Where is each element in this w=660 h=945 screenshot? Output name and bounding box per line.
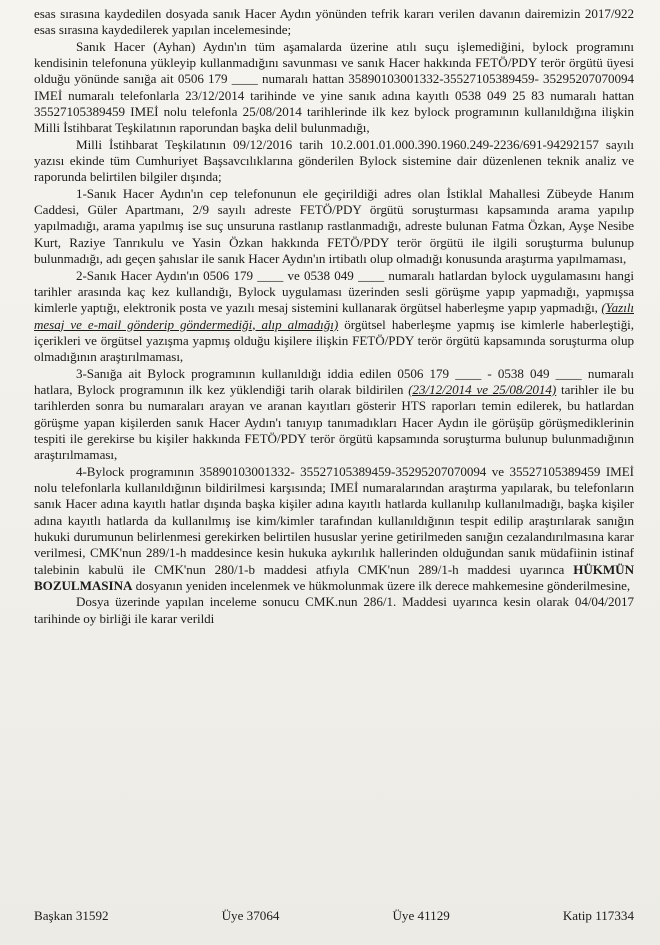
item-2-text-start: 2-Sanık Hacer Aydın'ın 0506 179 ____ ve 0538 049 ____ numaralı hatlardan bylock uygulamasını hangi tarihler arasında kaç kez kullandığı, Bylock uygulaması üzerinden sesli görüşme yapıp yapmadığı, yapmışsa kimlerle yaptığı, elektronik posta ve yazılı mesaj sistemini kullanarak örgütsel haberleşme yapıp yapmadığı, (34, 267, 634, 316)
signature-row (34, 908, 634, 924)
item-3-text-start: 3-Sanığa ait Bylock programının kullanıldığı iddia edilen 0506 179 ____ - 0538 049 ____ numaralı hatlara, Bylock programının ilk kez yüklendiği tarih olarak bildirilen (34, 365, 634, 397)
paragraph-defense: Sanık Hacer (Ayhan) Aydın'ın tüm aşamalarda üzerine atılı suçu işlemediğini, bylock programını kendisinin telefonuna yükleyip kullanmadığını savunması ve sanık Hacer hakkında FETÖ/PDY terör örgütü üyesi olduğu yönünde sanığa ait 0506 179 ____ numaralı hattan 35890103001332-35527105389459- 35295207070094 IMEİ numaralı telefonlarla 23/12/2014 tarihinde ve yine sanık adına kayıtlı 0538 049 25 83 numaralı hattan 35527105389459 IMEİ nolu telefonla 25/08/2014 tarihlerinde ilk kez bylock programının kullanıldığına ilişkin Milli İstihbarat Teşkilatının raporundan başka delil bulunmadığı, (34, 38, 634, 136)
item-3-underlined-dates: (23/12/2014 ve 25/08/2014) (408, 381, 557, 397)
item-3-text-end: tarihler ile bu tarihlerden sonra bu numaraları arayan ve aranan kayıtları gösterir HTS raporları temin edilerek, bu hatlardan görüşme yapan kişilerden sanık Hacer Aydın'ı tanıyıp tanımadıkları Hacer Aydın ile görüşüp görüşmediklerinin tespiti ile gerekirse bu kişiler hakkında FETÖ/PDY terör örgütü kapsamında soruşturma bulunup bulunmadığının araştırılmaması, (34, 381, 634, 463)
signature-katip: Katip 117334 (562, 908, 634, 923)
paragraph-item-1: 1-Sanık Hacer Aydın'ın cep telefonunun ele geçirildiği adres olan İstiklal Mahallesi Zübeyde Hanım Caddesi, Güler Apartmanı, 2/9 sayılı adreste FETÖ/PDY örgütü soruşturması kapsamında arama yapılıp yapılmadığı, arama yapılmış ise suç unsuruna rastlanıp rastlanmadığı, adreste bulunan Fatma Özkan, Ayşe Nesibe Kurt, Raziye Tanrıkulu ve Yasin Özkan hakkında FETÖ/PDY terör örgütü ile ilgili soruşturma bulunup bulunmadığı, adı geçen şahıslar ile sanık Hacer Aydın'ın irtibatlı olup olmadığı konusunda araştırma yapılmaması, (34, 185, 634, 267)
paragraph-item-3 (34, 366, 634, 464)
signature-uye-1: Üye 37064 (221, 908, 280, 923)
document-body (34, 6, 634, 627)
paragraph-item-2 (34, 268, 634, 366)
paragraph-item-4 (34, 464, 634, 595)
paragraph-closing: Dosya üzerinde yapılan inceleme sonucu CMK.nun 286/1. Maddesi uyarınca kesin olarak 04/04/2017 tarihinde oy birliği ile karar verildi (34, 594, 634, 626)
item-4-text-start: 4-Bylock programının 35890103001332- 35527105389459-35295207070094 ve 35527105389459 IMEİ nolu telefonlarla kullanıldığının bildirilmesi karşısında; IMEİ numaralarından araştırma yapılarak, bu telefonların sanık Hacer adına kayıtlı hatlar dışında başka kişiler adına kayıtlı hatlarda kullanılıp kullanılmadığı, başka kişiler adına kayıtlı hatlarda da kullanılmış ise kim/kimler tarafından kullanıldığının tespit edilip araştırılarak sanığın hukuki durumunun belirlenmesi gerekirken belirtilen hususlar yerine getirilmeden sanığın cezalandırılmasına karar verilmesi, CMK'nun 289/1-h maddesince kesin hukuka aykırılık hallerinden olduğundan sanık müdafiinin istinaf talebinin kabulü ile CMK'nun 280/1-b maddesi atfıyla CMK'nun 289/1-h maddesi uyarınca (34, 463, 634, 577)
signature-baskan: Başkan 31592 (34, 908, 109, 923)
paragraph-intro: esas sırasına kaydedilen dosyada sanık Hacer Aydın yönünden tefrik kararı verilen davanın dairemizin 2017/922 esas sırasına kaydedilerek yapılan incelemesinde; (34, 6, 634, 38)
item-4-text-end: dosyanın yeniden incelenmek ve hükmolunmak üzere ilk derece mahkemesine gönderilmesine, (135, 578, 631, 594)
paragraph-mit-report: Milli İstihbarat Teşkilatının 09/12/2016 tarih 10.2.001.01.000.390.1960.249-2236/691-94292157 sayılı yazısı ekinde tüm Cumhuriyet Başsavcılıklarına gönderilen Bylock sistemine dair düzenlenen teknik analiz ve raporunda belirtilen bilgiler dışında; (34, 136, 634, 185)
item-2-text-end: örgütsel haberleşme yapmış ise kimlerle haberleştiği, içerikleri ve örgütsel yazışma yapmış olduğu kişilere ilişkin FETÖ/PDY terör örgütü kapsamında soruşturma olup olmadığının araştırılmaması, (34, 316, 634, 365)
signature-uye-2: Üye 41129 (392, 908, 450, 923)
verdict-reversal: HÜKMÜN BOZULMASINA (34, 561, 634, 594)
item-2-underlined-note: (Yazılı mesaj ve e-mail gönderip göndermediği, alıp almadığı) (34, 300, 634, 332)
